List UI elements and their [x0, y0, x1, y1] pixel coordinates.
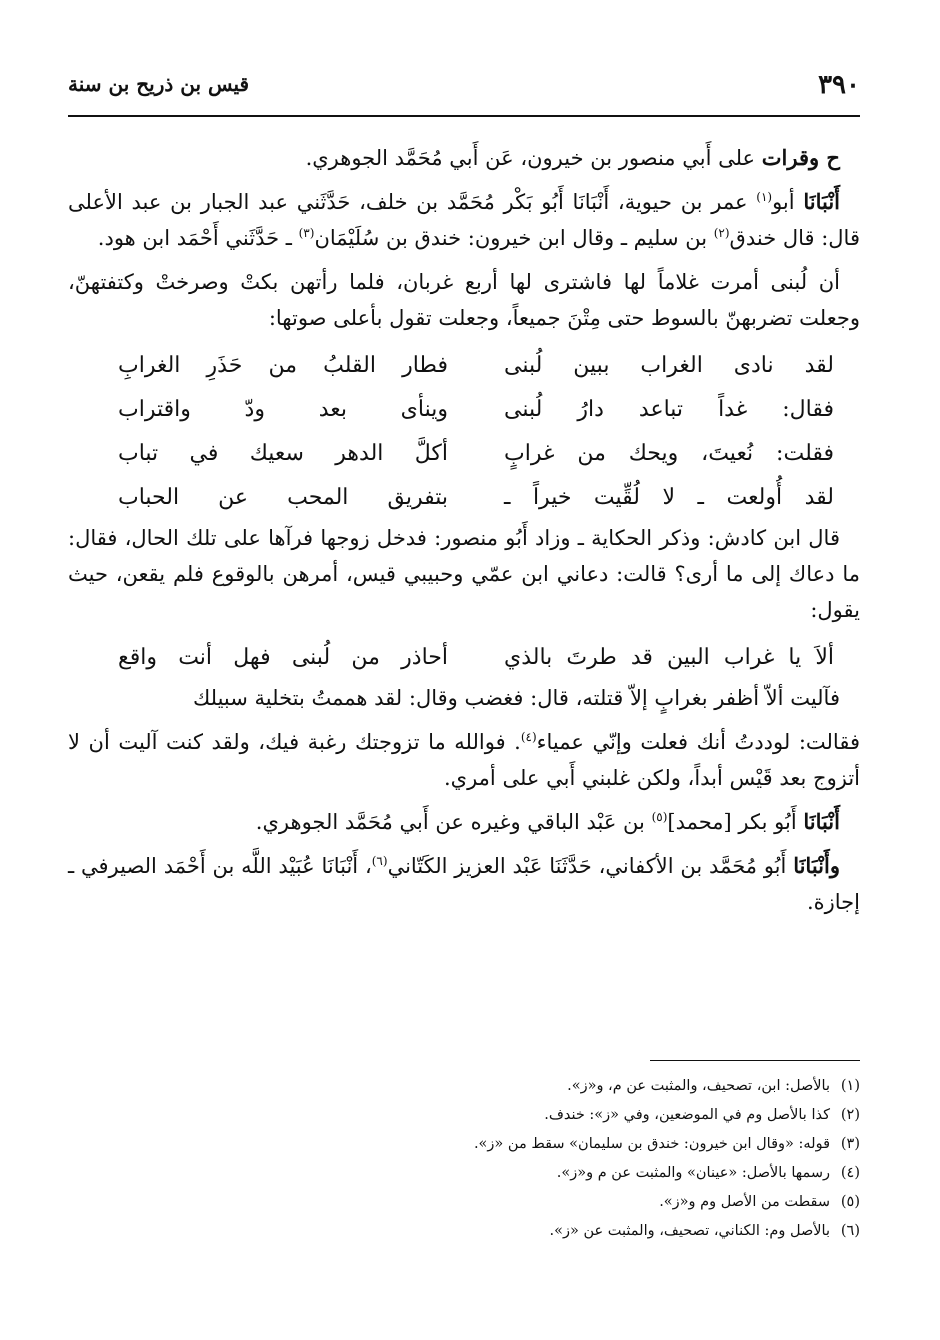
paragraph-6	[68, 724, 860, 796]
verse-line	[68, 432, 860, 476]
footnote-ref[interactable]: (٢)	[713, 226, 730, 240]
footnote-ref[interactable]: (٤)	[520, 730, 537, 744]
verse-second-hemistich: أكلَّ الدهر سعيك في تباب	[118, 441, 448, 466]
footnote-text: رسمها بالأصل: «عينان» والمثبت عن م و«ز».	[556, 1165, 830, 1181]
verse-second-hemistich: وينأى بعد ودّ واقتراب	[118, 397, 448, 422]
verse-second-hemistich: أحاذر من لُبنى فهل أنت واقع	[118, 645, 448, 670]
footnote-item	[68, 1159, 860, 1188]
header-rule	[68, 115, 860, 117]
footnote-number: (٦)	[840, 1223, 860, 1239]
verse-first-hemistich: ألاَ يا غراب البين قد طرتَ بالذي	[504, 645, 834, 670]
footnote-number: (٢)	[840, 1107, 860, 1123]
paragraph-lead: وأَنْبَانَا	[793, 853, 840, 878]
paragraph-lead: أَنْبَانَا	[803, 189, 841, 214]
footnote-item	[68, 1101, 860, 1130]
paragraph-2	[68, 184, 860, 256]
paragraph-text: . فوالله ما تزوجتك رغبة فيك، ولقد كنت آليت أن لا أتزوج بعد قَيْس أبداً، ولكن غلبني أَبي على أمري.	[68, 730, 860, 790]
verse-first-hemistich: لقد نادى الغراب ببين لُبنى	[504, 353, 834, 378]
paragraph-7	[68, 804, 860, 840]
verse-first-hemistich: لقد أُولعت ـ لا لُقِّيت خيراً ـ	[504, 485, 834, 510]
footnote-ref[interactable]: (٥)	[651, 810, 668, 824]
paragraph-5: فآليت ألاّ أظفر بغرابٍ إلاّ قتلته، قال: فغضب وقال: لقد هممتُ بتخلية سبيلك	[192, 686, 840, 710]
paragraph-text: أبو	[772, 190, 804, 214]
page-number: ٣٩٠	[818, 70, 860, 100]
footnote-ref[interactable]: (٦)	[371, 854, 388, 868]
paragraph-text: بن سليم ـ وقال ابن خيرون: خندق بن سُلَيْمَان	[314, 226, 714, 250]
paragraph-text: ، أَنْبَانَا عُبَيْد اللَّه بن أَحْمَد الصيرفي ـ إجازة.	[68, 854, 860, 914]
paragraph-text: عمر بن حيوية، أَنْبَانَا أَبُو بَكْر مُحَمَّد بن خلف، حَدَّثَني عبد الجبار بن عبد الأعلى قال: قال خندق	[68, 190, 860, 250]
paragraph-text: على أَبي منصور بن خيرون، عَن أَبي مُحَمَّد الجوهري.	[305, 146, 762, 170]
paragraph-text: فقالت: لوددتُ أنك فعلت وإنّي عمياء	[536, 730, 860, 754]
paragraph-lead: ح وقرات	[761, 145, 840, 170]
poem-block-2	[68, 636, 860, 680]
verse-line	[68, 476, 860, 520]
verse-line	[68, 388, 860, 432]
paragraph-4: قال ابن كادش: وذكر الحكاية ـ وزاد أَبُو منصور: فدخل زوجها فرآها على تلك الحال، فقال: ما دعاك إلى ما أرى؟ قالت: دعاني ابن عمّي وحبيبي قيس، أمرهن بالوقوع فلم يقعن، حيث يقول:	[68, 526, 860, 622]
paragraph-8	[68, 848, 860, 920]
footnote-item	[68, 1217, 860, 1246]
verse-first-hemistich: فقلت: نُعيتَ، ويحك من غرابٍ	[504, 441, 834, 466]
paragraph-text: أَبُو مُحَمَّد بن الأكفاني، حَدَّثَنَا عَبْد العزيز الكَتّاني	[387, 854, 794, 878]
paragraph-lead: أَنْبَانَا	[803, 809, 840, 834]
verse-line	[68, 344, 860, 388]
footnote-number: (١)	[840, 1078, 860, 1094]
footnote-text: بالأصل وم: الكناني، تصحيف، والمثبت عن «ز».	[549, 1223, 830, 1239]
verse-first-hemistich: فقال: غداً تباعد دارُ لُبنى	[504, 397, 834, 422]
verse-second-hemistich: بتفريق المحب عن الحباب	[118, 485, 448, 510]
footnote-number: (٣)	[840, 1136, 860, 1152]
paragraph-text: ـ حَدَّثَني أَحْمَد ابن هود.	[97, 226, 299, 250]
paragraph-text: أَبُو بكر [محمد]	[667, 810, 804, 834]
paragraph-text: بن عَبْد الباقي وغيره عن أَبي مُحَمَّد الجوهري.	[255, 810, 652, 834]
running-title: قيس بن ذريح بن سنة	[68, 72, 250, 96]
footnote-separator	[650, 1060, 860, 1061]
verse-second-hemistich: فطار القلبُ من حَذَرِ الغرابِ	[118, 353, 448, 378]
footnote-number: (٥)	[840, 1194, 860, 1210]
footnote-item	[68, 1130, 860, 1159]
footnote-ref[interactable]: (١)	[756, 190, 773, 204]
paragraph-3: أن لُبنى أمرت غلاماً لها فاشترى لها أربع غربان، فلما رأتهن بكتْ وصرختْ وكتفتهنّ، وجعلت تضربهنّ بالسوط حتى مِتْنَ جميعاً، وجعلت تقول بأعلى صوتها:	[68, 270, 860, 330]
paragraph-1	[68, 140, 860, 176]
verse-line	[68, 636, 860, 680]
footnote-number: (٤)	[840, 1165, 860, 1181]
footnote-text: قوله: «وقال ابن خيرون: خندق بن سليمان» سقط من «ز».	[473, 1136, 830, 1152]
footnote-text: كذا بالأصل وم في الموضعين، وفي «ز»: خندف.	[544, 1107, 830, 1123]
poem-block-1	[68, 344, 860, 520]
footnote-item	[68, 1072, 860, 1101]
footnote-item	[68, 1188, 860, 1217]
footnotes	[68, 1072, 860, 1246]
footnote-text: سقطت من الأصل وم و«ز».	[659, 1194, 830, 1210]
main-text	[68, 140, 860, 928]
footnote-ref[interactable]: (٣)	[298, 226, 315, 240]
footnote-text: بالأصل: ابن، تصحيف، والمثبت عن م، و«ز».	[567, 1078, 830, 1094]
page-header	[68, 66, 860, 106]
